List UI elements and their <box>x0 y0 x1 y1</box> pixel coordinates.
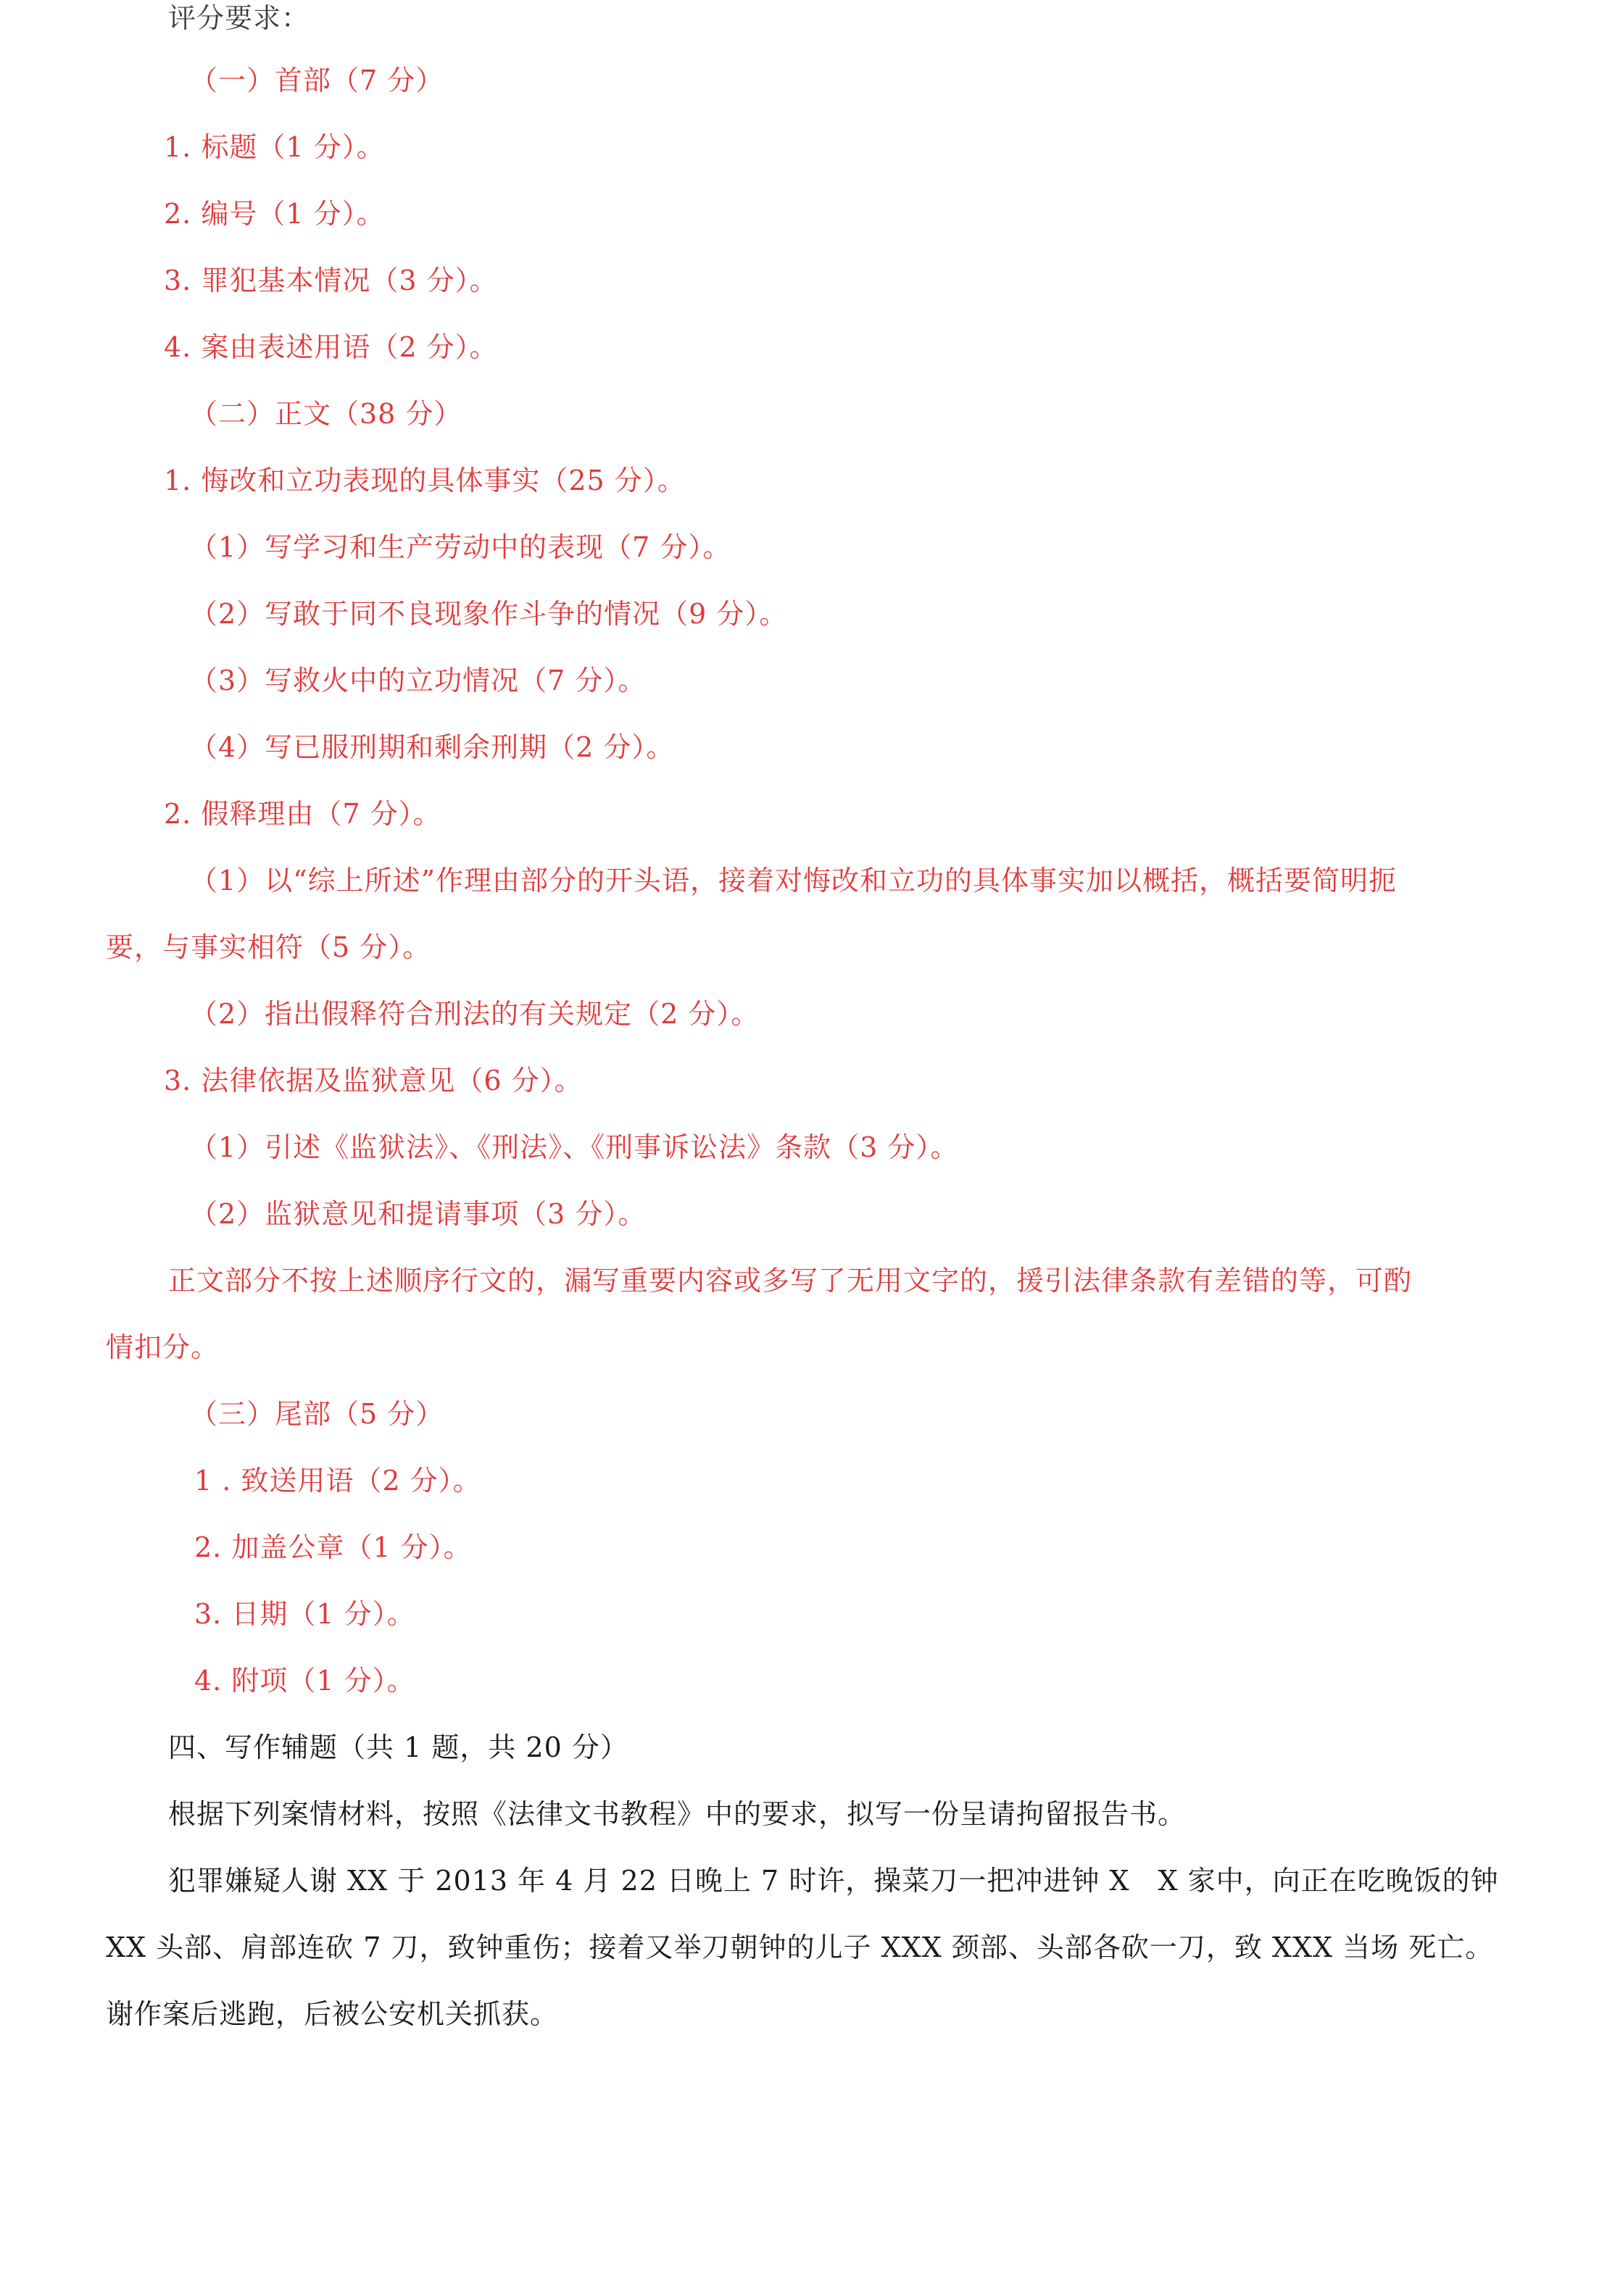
grading-line: 1. 悔改和立功表现的具体事实（25 分）。 <box>164 465 686 496</box>
grading-line: 3. 罪犯基本情况（3 分）。 <box>164 265 498 296</box>
grading-line: 4. 附项（1 分）。 <box>194 1665 415 1697</box>
grading-line: （1）引述《监狱法》、《刑法》、《刑事诉讼法》条款（3 分）。 <box>190 1131 959 1163</box>
grading-line: 1. 标题（1 分）。 <box>164 131 385 163</box>
grading-line: 3. 法律依据及监狱意见（6 分）。 <box>164 1065 583 1097</box>
grading-line: （2）写敢于同不良现象作斗争的情况（9 分）。 <box>190 598 788 630</box>
case-text-line: XX 头部、肩部连砍 7 刀，致钟重伤；接着又举刀朝钟的儿子 XXX 颈部、头部各砍一刀，致 XXX 当场 死亡。 <box>106 1931 1494 1963</box>
section-instruction: 根据下列案情材料，按照《法律文书教程》中的要求，拟写一份呈请拘留报告书。 <box>168 1798 1187 1830</box>
grading-line: 4. 案由表述用语（2 分）。 <box>164 331 498 363</box>
grading-line: （4）写已服刑期和剩余刑期（2 分）。 <box>190 731 675 763</box>
grading-line: （一）首部（7 分） <box>190 65 444 96</box>
case-text-line: 谢作案后逃跑，后被公安机关抓获。 <box>106 1998 559 2030</box>
grading-line: 3. 日期（1 分）。 <box>194 1598 415 1630</box>
grading-line: （1）以“综上所述”作理由部分的开头语，接着对悔改和立功的具体事实加以概括，概括要简明扼 <box>190 865 1398 897</box>
grading-line: 2. 假释理由（7 分）。 <box>164 798 441 830</box>
grading-line: （1）写学习和生产劳动中的表现（7 分）。 <box>190 531 731 563</box>
section-title: 四、写作辅题（共 1 题，共 20 分） <box>168 1731 628 1763</box>
grading-line: 要，与事实相符（5 分）。 <box>106 931 431 963</box>
grading-line: 1 . 致送用语（2 分）。 <box>194 1465 481 1497</box>
grading-line: 2. 加盖公章（1 分）。 <box>194 1531 472 1563</box>
grading-line: （二）正文（38 分） <box>190 398 462 430</box>
grading-line: 情扣分。 <box>106 1331 220 1363</box>
grading-line: 2. 编号（1 分）。 <box>164 198 385 230</box>
case-text-line: 犯罪嫌疑人谢 XX 于 2013 年 4 月 22 日晚上 7 时许，操菜刀一把冲进钟 X X 家中，向正在吃晚饭的钟 <box>168 1865 1499 1897</box>
grading-line: （三）尾部（5 分） <box>190 1398 444 1430</box>
grading-line: （3）写救火中的立功情况（7 分）。 <box>190 665 647 696</box>
grading-line: （2）监狱意见和提请事项（3 分）。 <box>190 1198 647 1230</box>
grading-heading: 评分要求： <box>168 2 310 34</box>
grading-line: 正文部分不按上述顺序行文的，漏写重要内容或多写了无用文字的，援引法律条款有差错的等，可酌 <box>168 1265 1413 1297</box>
grading-line: （2）指出假释符合刑法的有关规定（2 分）。 <box>190 998 760 1030</box>
